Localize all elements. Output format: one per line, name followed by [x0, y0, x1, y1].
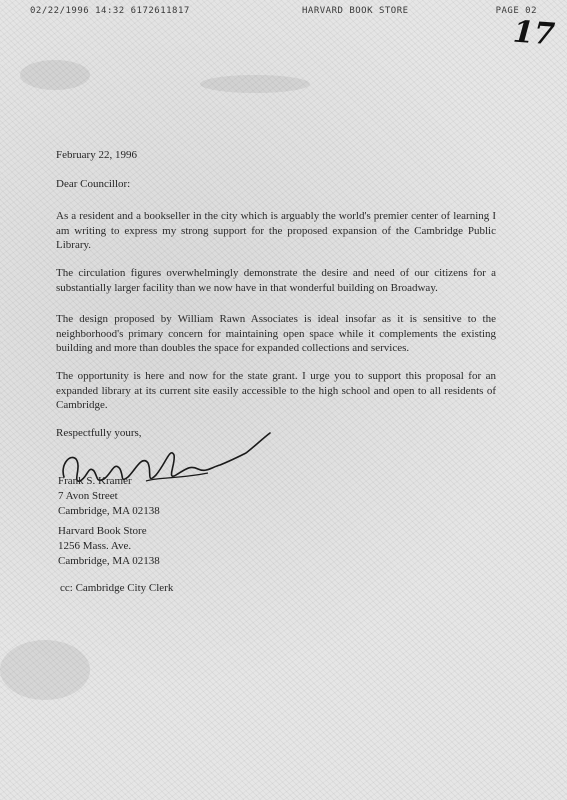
cc-line: cc: Cambridge City Clerk	[60, 582, 174, 594]
sender-address	[58, 474, 160, 519]
letter-paragraph-1: As a resident and a bookseller in the city which is arguably the world's premier center of learning I am writing to express my strong support for the proposed expansion of the Cambridge Public Library.	[56, 210, 496, 251]
letter-paragraph-3: The design proposed by William Rawn Associates is ideal insofar as it is sensitive to the neighborhood's primary concern for maintaining open space while it complements the existing building and more than doubles the space for expanded collections and services.	[56, 313, 496, 354]
sender-street: 7 Avon Street	[58, 490, 118, 502]
store-address	[58, 524, 160, 569]
store-name: Harvard Book Store	[58, 525, 147, 537]
handwritten-page-marker: 17	[512, 14, 557, 53]
fax-header	[30, 6, 537, 20]
sender-city: Cambridge, MA 02138	[58, 505, 160, 517]
store-street: 1256 Mass. Ave.	[58, 540, 132, 552]
scan-smudge	[20, 60, 90, 90]
letter-date: February 22, 1996	[56, 149, 137, 161]
letter-paragraph-4: The opportunity is here and now for the state grant. I urge you to support this proposal for an expanded library at its current site easily accessible to the high school and open to all residents of Cambridge.	[56, 370, 496, 411]
store-city: Cambridge, MA 02138	[58, 555, 160, 567]
fax-sender-name: HARVARD BOOK STORE	[302, 6, 409, 16]
letter-paragraph-2: The circulation figures overwhelmingly demonstrate the desire and need of our citizens for a substantially larger facility than we now have in that wonderful building on Broadway.	[56, 267, 496, 294]
letter-salutation: Dear Councillor:	[56, 178, 131, 190]
sender-name: Frank S. Kramer	[58, 475, 132, 487]
scan-smudge	[200, 75, 310, 93]
scan-smudge	[0, 640, 90, 700]
fax-page-number: PAGE 02	[495, 6, 537, 16]
fax-transmission-line: 02/22/1996 14:32 6172611817	[30, 6, 190, 16]
letter-closing: Respectfully yours,	[56, 427, 142, 439]
